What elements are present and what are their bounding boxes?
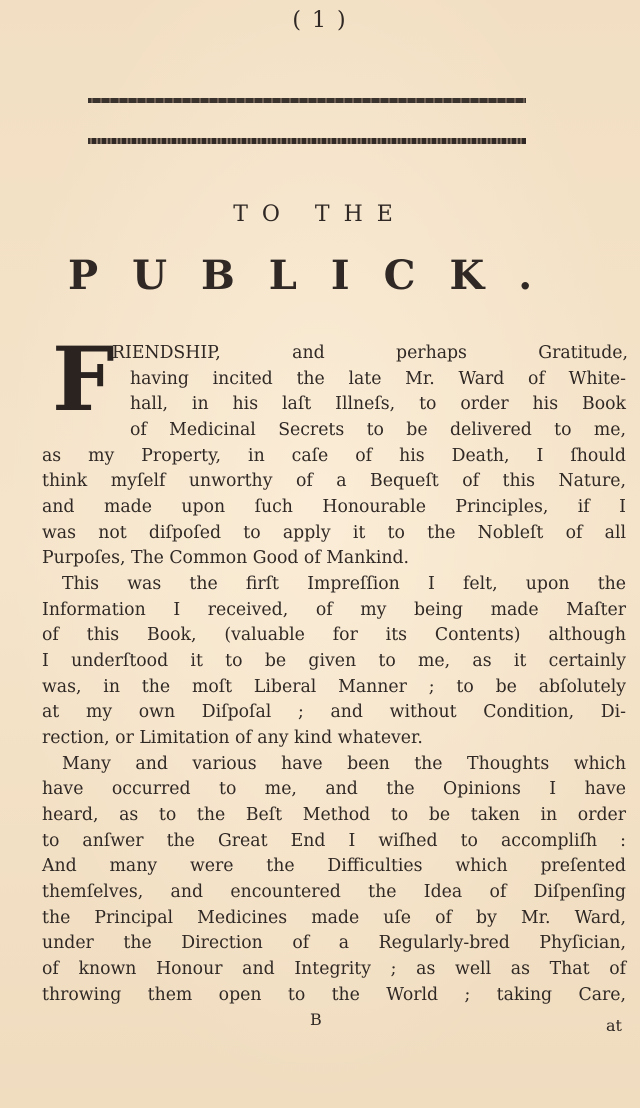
text-line: having incited the late Mr. Ward of White- <box>130 369 626 389</box>
ornamental-rule-bottom <box>88 138 526 144</box>
text-line: and made upon ſuch Honourable Principles, if I <box>42 497 626 517</box>
text-line: RIENDSHIP, and perhaps Gratitude, <box>112 343 628 363</box>
heading-to-the: TO THE <box>233 202 407 227</box>
heading-publick: PUBLICK. <box>68 252 567 299</box>
drop-cap: F <box>52 327 115 431</box>
text-line: of Medicinal Secrets to be delivered to me, <box>130 420 626 440</box>
page-number: ( 1 ) <box>292 8 348 33</box>
text-line: was, in the moſt Liberal Manner ; to be abſolutely <box>42 677 626 697</box>
text-line: And many were the Difficulties which preſented <box>42 856 626 876</box>
text-line: heard, as to the Beſt Method to be taken in order <box>42 805 626 825</box>
text-line: throwing them open to the World ; taking Care, <box>42 985 626 1005</box>
text-line: was not diſpoſed to apply it to the Nobleſt of all <box>42 523 626 543</box>
text-line: have occurred to me, and the Opinions I have <box>42 779 626 799</box>
text-line: of this Book, (valuable for its Contents) although <box>42 625 626 645</box>
text-line: themſelves, and encountered the Idea of Diſpenſing <box>42 882 626 902</box>
text-line: This was the firſt Impreſſion I felt, upon the <box>62 574 626 594</box>
text-line: rection, or Limitation of any kind whatever. <box>42 728 423 748</box>
text-line: under the Direction of a Regularly-bred Phyſician, <box>42 933 626 953</box>
signature-mark: B <box>310 1010 322 1029</box>
text-line: at my own Diſpoſal ; and without Condition, Di- <box>42 702 626 722</box>
text-line: think myſelf unworthy of a Bequeſt of this Nature, <box>42 471 626 491</box>
catchword: at <box>606 1016 622 1035</box>
text-line: Many and various have been the Thoughts which <box>62 754 626 774</box>
text-line: I underſtood it to be given to me, as it certainly <box>42 651 626 671</box>
text-line: the Principal Medicines made uſe of by Mr. Ward, <box>42 908 626 928</box>
text-line: hall, in his laſt Illneſs, to order his Book <box>130 394 626 414</box>
text-line: Information I received, of my being made Maſter <box>42 600 626 620</box>
text-line: to anſwer the Great End I wiſhed to accompliſh : <box>42 831 626 851</box>
ornamental-rule-top <box>88 98 526 103</box>
text-line: Purpoſes, The Common Good of Mankind. <box>42 548 410 568</box>
text-line: of known Honour and Integrity ; as well as That of <box>42 959 626 979</box>
text-line: as my Property, in caſe of his Death, I ſhould <box>42 446 626 466</box>
